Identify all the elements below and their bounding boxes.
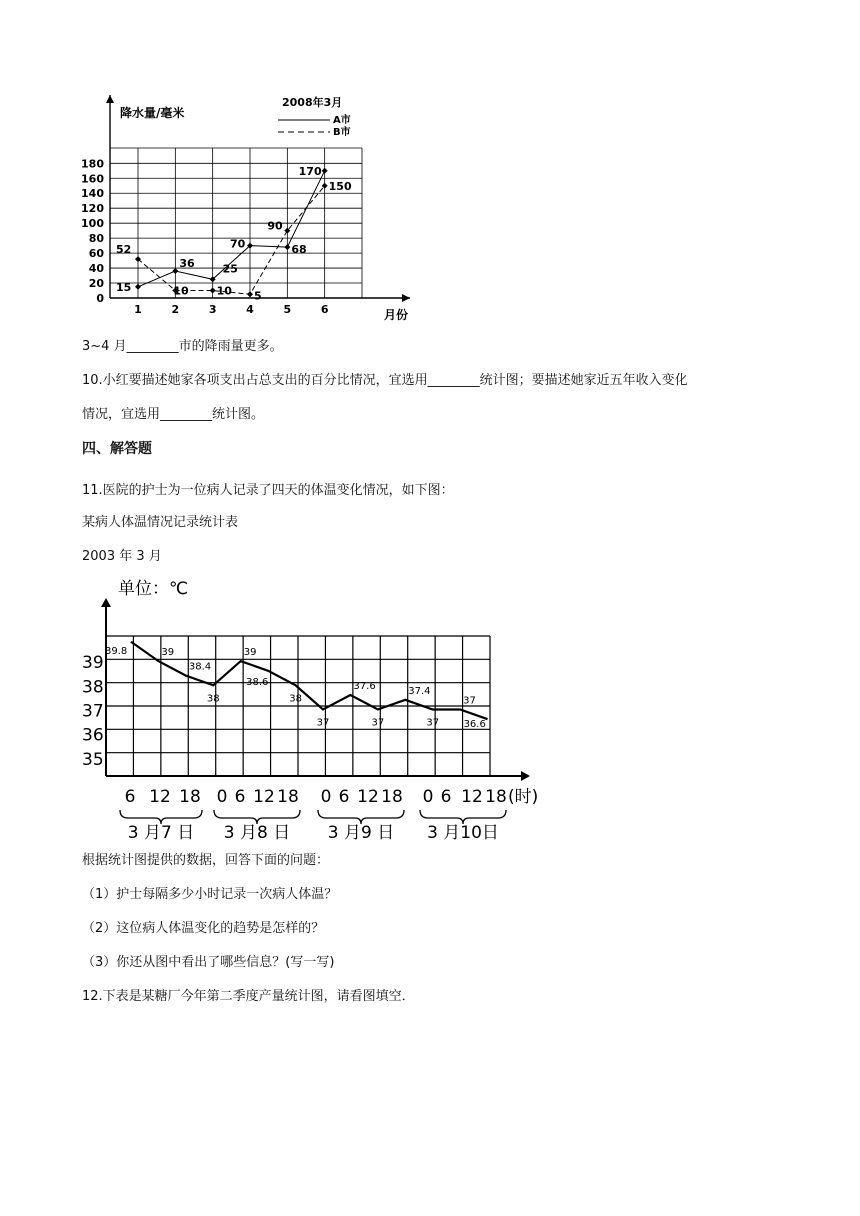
question-10-line2: 情况，宜选用________统计图。 <box>82 407 265 422</box>
chart1-x-tick: 1 <box>134 303 142 316</box>
chart1-y-tick: 160 <box>81 172 104 186</box>
chart2-y-arrow <box>101 598 111 607</box>
chart2-hour-unit: (时) <box>508 787 539 807</box>
chart2-data-label: 37 <box>463 695 476 707</box>
chart1-point <box>135 284 141 290</box>
chart1-y-tick: 80 <box>88 232 104 246</box>
chart2-y-ticks <box>82 653 104 770</box>
chart1-y-tick: 60 <box>88 247 104 261</box>
chart1-data-label: 170 <box>298 164 322 178</box>
chart2-day-brace <box>120 810 202 824</box>
chart2-day-brace <box>318 810 404 824</box>
chart1-legend-a: A市 <box>333 115 351 126</box>
chart2-day-brace <box>214 810 300 824</box>
chart1-x-tick: 3 <box>208 303 217 316</box>
chart2-x-tick: 6 <box>338 787 350 807</box>
chart2-data-label: 37.4 <box>408 685 431 697</box>
question-11-date: 2003 年 3 月 <box>82 549 162 564</box>
question-11-intro: 11.医院的护士为一位病人记录了四天的体温变化情况，如下图： <box>82 483 454 498</box>
question-11-prompt: 根据统计图提供的数据，回答下面的问题： <box>82 853 330 868</box>
temperature-chart <box>0 572 860 872</box>
chart1-point <box>247 291 253 297</box>
chart2-data-label: 39 <box>243 647 257 659</box>
chart2-x-tick: 12 <box>357 787 379 807</box>
chart2-x-tick: 18 <box>179 787 201 807</box>
chart1-point <box>284 244 290 250</box>
chart2-x-tick: 0 <box>320 787 332 807</box>
chart1-data-label: 52 <box>116 243 132 257</box>
question-11-sub3: （3）你还从图中看出了哪些信息？(写一写) <box>82 955 335 970</box>
chart2-x-tick: 6 <box>440 787 452 807</box>
chart2-data-label: 38 <box>289 693 302 705</box>
chart1-ylabel: 降水量/毫米 <box>120 106 185 120</box>
chart1-x-tick: 6 <box>320 303 329 316</box>
chart2-day-label: 3 月8 日 <box>223 823 291 843</box>
chart2-data-label: 36.6 <box>463 719 486 731</box>
chart2-x-tick: 0 <box>422 787 434 807</box>
chart2-data-label: 37 <box>426 717 440 729</box>
chart2-data-label: 39 <box>161 647 175 659</box>
chart1-x-tick: 2 <box>171 303 180 316</box>
chart1-x-ticks <box>134 303 329 316</box>
chart2-y-tick: 36 <box>82 725 104 746</box>
chart2-x-tick: 18 <box>381 787 403 807</box>
question-11-sub2: （2）这位病人体温变化的趋势是怎样的？ <box>82 921 325 936</box>
chart1-data-label: 36 <box>179 257 195 271</box>
chart2-series <box>105 642 488 730</box>
chart1-data-label: 70 <box>230 237 246 251</box>
chart2-series-line <box>131 642 488 719</box>
chart1-data-label: 5 <box>254 289 262 303</box>
chart2-x-arrow <box>521 771 530 781</box>
chart2-day-brace <box>420 810 506 824</box>
chart2-x-tick: 6 <box>234 787 246 807</box>
chart1-x-tick: 5 <box>283 303 292 316</box>
chart1-point <box>210 288 216 294</box>
chart1-y-tick: 100 <box>81 217 104 231</box>
chart2-x-tick: 18 <box>277 787 299 807</box>
chart1-legend-title: 2008年3月 <box>282 96 343 109</box>
chart1-data-label: 150 <box>328 179 352 193</box>
chart1-data-label: 68 <box>291 243 307 257</box>
chart2-day-braces <box>120 810 506 843</box>
chart1-x-arrow <box>402 294 410 302</box>
chart2-axes <box>101 598 530 781</box>
chart1-legend <box>278 113 351 138</box>
chart1-x-tick: 4 <box>246 303 254 316</box>
question-12: 12.下表是某糖厂今年第二季度产量统计图，请看图填空． <box>82 989 415 1004</box>
chart1-legend-b: B市 <box>333 127 351 138</box>
chart1-y-tick: 0 <box>96 292 104 305</box>
chart2-unit-label: 单位：℃ <box>118 579 189 599</box>
chart2-data-label: 38 <box>206 693 220 705</box>
chart1-y-tick: 140 <box>81 187 104 201</box>
chart2-data-label: 38.6 <box>246 676 269 688</box>
question-11-title: 某病人体温情况记录统计表 <box>82 515 239 530</box>
question-9-tail: 3~4 月________市的降雨量更多。 <box>82 339 283 354</box>
chart1-y-tick: 20 <box>88 277 104 291</box>
chart2-day-label: 3 月10日 <box>427 823 499 843</box>
chart1-data-label: 90 <box>267 219 283 233</box>
chart2-x-tick: 12 <box>461 787 483 807</box>
chart2-x-ticks <box>125 787 507 807</box>
chart1-series <box>116 165 352 302</box>
chart2-x-tick: 12 <box>149 787 171 807</box>
chart2-x-tick: 0 <box>216 787 228 807</box>
chart2-data-label: 37.6 <box>353 680 376 692</box>
chart1-y-ticks <box>81 157 104 305</box>
precipitation-chart <box>0 0 860 340</box>
question-10-line1: 10.小红要描述她家各项支出占总支出的百分比情况，宜选用________统计图；要描述她家近五年收入变化 <box>82 373 688 388</box>
chart1-data-label: 15 <box>116 280 132 294</box>
chart2-y-tick: 37 <box>82 701 104 722</box>
chart2-x-tick: 6 <box>124 787 136 807</box>
chart1-y-tick: 120 <box>81 202 104 216</box>
chart2-data-label: 37 <box>371 717 385 729</box>
chart2-day-label: 3 月9 日 <box>327 823 395 843</box>
section-heading: 四、解答题 <box>82 441 152 457</box>
question-11-sub1: （1）护士每隔多少小时记录一次病人体温？ <box>82 887 338 902</box>
chart1-point <box>322 168 328 174</box>
chart1-y-tick: 180 <box>81 157 104 171</box>
chart2-y-tick: 39 <box>82 653 104 674</box>
chart2-x-tick: 12 <box>253 787 275 807</box>
chart2-data-label: 38.4 <box>188 661 212 673</box>
chart2-day-label: 3 月7 日 <box>127 823 195 843</box>
chart1-y-tick: 40 <box>88 262 104 276</box>
chart2-x-tick: 18 <box>485 787 507 807</box>
chart2-data-label: 39.8 <box>105 645 128 657</box>
chart2-data-label: 37 <box>316 717 330 729</box>
chart1-data-label: 25 <box>222 262 238 276</box>
chart1-xlabel: 月份 <box>384 308 409 322</box>
chart1-data-label: 10 <box>216 284 232 298</box>
chart2-y-tick: 38 <box>82 677 104 698</box>
chart1-y-arrow <box>106 95 114 103</box>
chart1-point <box>172 268 178 274</box>
chart1-data-label: 10 <box>173 284 189 298</box>
chart2-y-tick: 35 <box>82 749 104 770</box>
